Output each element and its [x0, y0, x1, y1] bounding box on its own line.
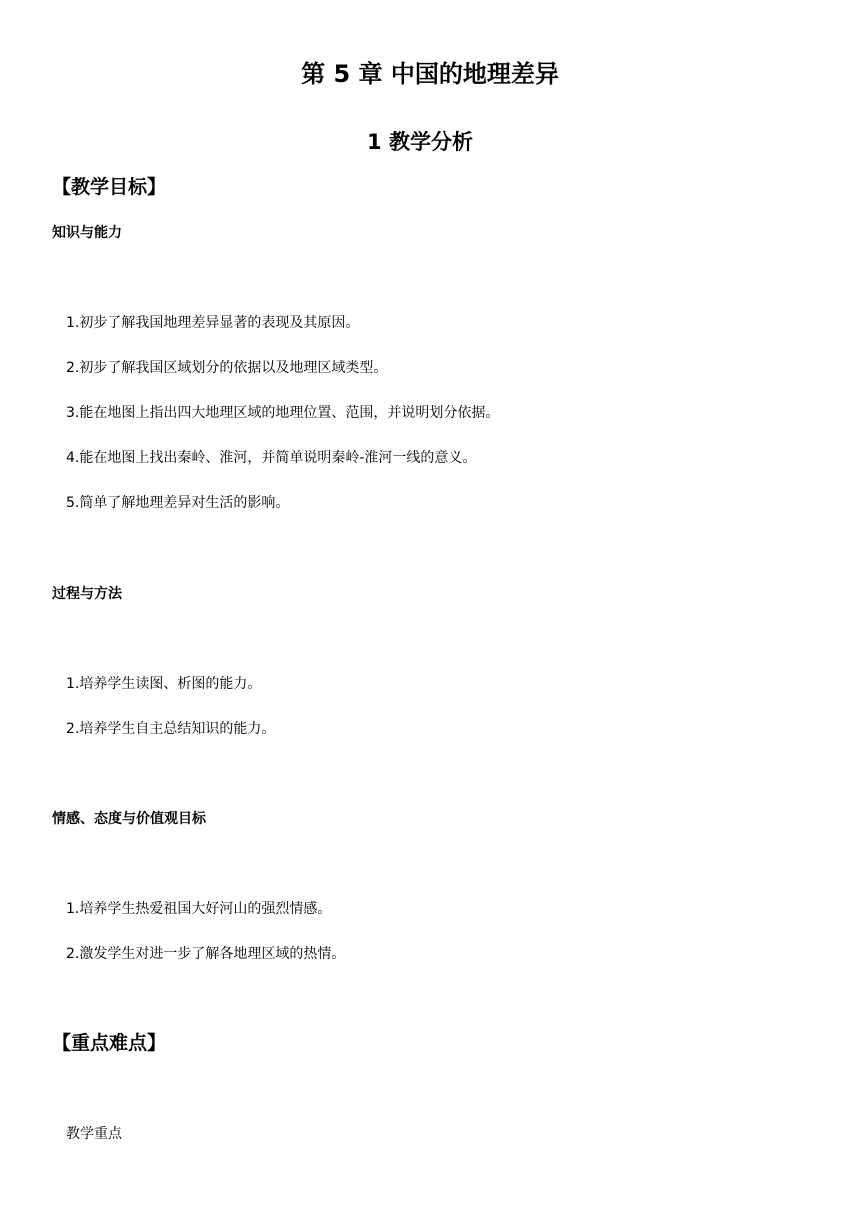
knowledge-item: 3.能在地图上指出四大地理区域的地理位置、范围，并说明划分依据。 — [66, 405, 500, 421]
knowledge-item: 4.能在地图上找出秦岭、淮河，并简单说明秦岭-淮河一线的意义。 — [66, 450, 477, 466]
knowledge-item: 1.初步了解我国地理差异显著的表现及其原因。 — [66, 315, 360, 331]
knowledge-item: 5.简单了解地理差异对生活的影响。 — [66, 495, 290, 511]
process-method-heading: 过程与方法 — [52, 586, 122, 602]
knowledge-item: 2.初步了解我国区域划分的依据以及地理区域类型。 — [66, 360, 388, 376]
teaching-focus-label: 教学重点 — [66, 1126, 122, 1142]
section-title: 1 教学分析 — [367, 130, 473, 154]
attitude-values-heading: 情感、态度与价值观目标 — [52, 811, 206, 827]
attitude-item: 2.激发学生对进一步了解各地理区域的热情。 — [66, 946, 346, 962]
teaching-objectives-heading: 【教学目标】 — [52, 176, 167, 198]
chapter-title: 第 5 章 中国的地理差异 — [301, 60, 559, 88]
process-item: 1.培养学生读图、析图的能力。 — [66, 676, 262, 692]
key-difficult-points-heading: 【重点难点】 — [52, 1032, 167, 1054]
knowledge-ability-heading: 知识与能力 — [52, 225, 122, 241]
attitude-item: 1.培养学生热爱祖国大好河山的强烈情感。 — [66, 901, 332, 917]
process-item: 2.培养学生自主总结知识的能力。 — [66, 721, 276, 737]
